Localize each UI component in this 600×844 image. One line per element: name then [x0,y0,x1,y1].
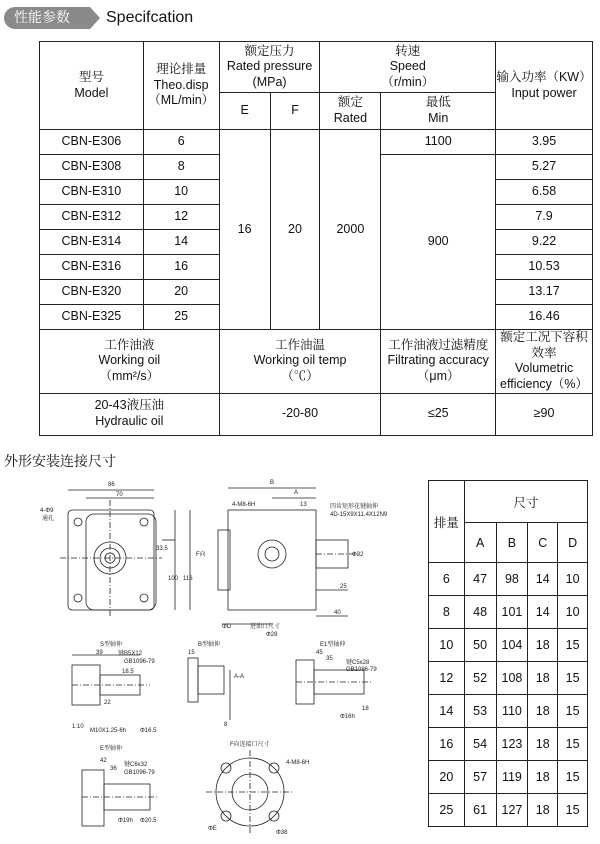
dim-cell: 15 [558,761,588,794]
label-f-thread: 4-M8-6H [286,760,310,766]
dim-h-disp: 排量 [429,481,465,563]
flange-body [86,514,156,610]
dim-cell: 18 [528,761,558,794]
dim-cell: 15 [558,728,588,761]
h-model: 型号 Model [40,42,144,130]
h-disp: 理论排量 Theo.disp （ML/min） [143,42,219,130]
drawing-svg [0,470,420,839]
label-f-phiE: ΦE [208,826,217,832]
label-A: A [294,490,299,496]
dim-cell: 15 [558,662,588,695]
disp-cell: 12 [143,205,219,230]
dim-cell: 48 [464,596,496,629]
label-e-std: GB1096-79 [124,770,155,776]
label-e-20: Φ20.5 [140,818,157,824]
label-s-std: GB1096-79 [124,659,155,665]
v-eff: ≥90 [496,393,593,435]
section-header [4,6,193,30]
dim-cell: 25 [429,794,465,827]
model-cell: CBN-E306 [40,130,144,155]
dim-cell: 50 [464,629,496,662]
model-cell: CBN-E320 [40,280,144,305]
h-rated: 额定 Rated [320,93,381,130]
dim-cell: 47 [464,563,496,596]
dim-col: D [558,523,588,563]
label-e-36: 36 [110,766,117,772]
disp-cell: 8 [143,155,219,180]
dim-cell: 98 [496,563,528,596]
disp-cell: 10 [143,180,219,205]
label-e-phi: Φ19h [118,818,133,824]
dim-cell: 8 [429,596,465,629]
h-power: 输入功率（KW） Input power [496,42,593,130]
dim-cell: 6 [429,563,465,596]
label-70: 70 [116,492,123,498]
power-cell: 16.46 [496,305,593,330]
label-b-8: 8 [224,722,228,728]
model-cell: CBN-E312 [40,205,144,230]
power-cell: 10.53 [496,255,593,280]
label-hole2: 通孔 [42,516,55,522]
label-port: 进油口尺寸 [250,624,281,630]
dim-cell: 12 [429,662,465,695]
dim-cell: 123 [496,728,528,761]
dim-cell: 15 [558,695,588,728]
label-fdir: F向 [196,552,206,558]
label-f-38: Φ38 [276,830,288,836]
label-s-ratio: 1:10 [72,724,84,730]
dim-cell: 10 [558,563,588,596]
power-cell: 6.58 [496,180,593,205]
label-f-title: F向连接口尺寸 [230,742,270,748]
f-filter: 工作油液过滤精度 Filtrating accuracy （μm） [381,330,496,394]
h-min: 最低 Min [381,93,496,130]
label-86: 86 [108,482,115,488]
power-cell: 9.22 [496,230,593,255]
f-temp: 工作油温 Working oil temp （℃） [219,330,381,394]
dim-col: C [528,523,558,563]
dim-cell: 16 [429,728,465,761]
power-cell: 7.9 [496,205,593,230]
dim-cell: 20 [429,761,465,794]
f-eff: 额定工况下容积 效率 Volumetric efficiency（%） [496,330,593,394]
dim-cell: 15 [558,629,588,662]
dim-cell: 53 [464,695,496,728]
model-cell: CBN-E325 [40,305,144,330]
label-100: 100 [168,576,179,582]
h-press: 额定压力 Rated pressure (MPa) [219,42,320,93]
dim-cell: 15 [558,794,588,827]
dim-cell: 10 [429,629,465,662]
spec-table [39,41,593,436]
dim-cell: 127 [496,794,528,827]
label-b-title: B型轴伸 [198,642,221,648]
h-press-e: E [219,93,270,130]
label-s-m10: M10X1.25-6h [90,728,127,734]
label-e1-35: 35 [326,656,333,662]
dim-col: B [496,523,528,563]
label-33: 33.5 [156,546,168,552]
label-spline2: 4D-15X9X11.4X12N9 [330,512,388,518]
label-phi32: Φ32 [352,552,364,558]
label-13: 13 [300,502,307,508]
dim-cell: 14 [528,563,558,596]
label-spline1: 四齿矩形花键轴伸 [330,504,379,510]
dim-cell: 61 [464,794,496,827]
label-e-42: 42 [100,758,107,764]
label-s-18: 18.5 [122,669,134,675]
label-s-title: S型轴伸 [100,642,123,648]
label-e-key: 键C6x32 [124,762,148,768]
dim-cell: 18 [528,695,558,728]
model-cell: CBN-E314 [40,230,144,255]
label-e1-title: E1型轴伸 [320,642,346,648]
dim-cell: 110 [496,695,528,728]
dim-cell: 108 [496,662,528,695]
disp-cell: 14 [143,230,219,255]
label-25: 25 [340,584,347,590]
label-e1-45: 45 [316,650,323,656]
model-cell: CBN-E316 [40,255,144,280]
label-b-15: 15 [188,650,195,656]
dim-h-size: 尺寸 [464,481,587,523]
dim-col: A [464,523,496,563]
dim-cell: 18 [528,629,558,662]
header-cn: 性能参数 [4,7,90,29]
speed-min-first: 1100 [381,130,496,155]
section-title: 外形安装连接尺寸 [4,454,116,470]
dim-cell: 52 [464,662,496,695]
dimension-table [428,480,588,827]
v-filter: ≤25 [381,393,496,435]
power-cell: 13.17 [496,280,593,305]
label-e-title: E型轴伸 [100,746,123,752]
label-hole: 4-Φ9 [40,508,54,514]
label-e1-18: 18 [362,706,369,712]
disp-cell: 25 [143,305,219,330]
dim-cell: 18 [528,728,558,761]
dim-cell: 18 [528,794,558,827]
model-cell: CBN-E308 [40,155,144,180]
dim-cell: 14 [528,596,558,629]
header-en: Specifcation [106,9,194,26]
label-s-16: Φ16.5 [140,728,157,734]
speed-rated-value: 2000 [320,130,381,330]
label-phi28: Φ28 [266,632,278,638]
label-e1-phi: Φ16h [340,714,355,720]
dim-cell: 10 [558,596,588,629]
f-oil: 工作油液 Working oil （mm²/s） [40,330,220,394]
speed-min-rest: 900 [381,155,496,330]
dim-cell: 14 [429,695,465,728]
power-cell: 5.27 [496,155,593,180]
h-press-f: F [270,93,320,130]
h-speed: 转速 Speed （r/min） [320,42,496,93]
label-40: 40 [334,610,341,616]
label-thread: 4-M8-6H [232,502,256,508]
disp-cell: 16 [143,255,219,280]
dim-cell: 18 [528,662,558,695]
label-e1-std: GB1096-79 [346,667,377,673]
disp-cell: 6 [143,130,219,155]
press-e-value: 16 [219,130,270,330]
side-body [228,510,316,610]
dim-cell: 101 [496,596,528,629]
press-f-value: 20 [270,130,320,330]
label-b-aa: A-A [234,674,245,680]
bolt-hole [74,518,82,526]
model-cell: CBN-E310 [40,180,144,205]
label-e1-key: 键C5x28 [346,660,370,666]
label-116: 116 [183,576,193,582]
dim-cell: 119 [496,761,528,794]
label-B: B [270,480,275,486]
v-oil: 20-43液压油 Hydraulic oil [40,393,220,435]
dim-cell: 54 [464,728,496,761]
label-s-key: 键B5X12 [118,651,143,657]
dim-cell: 104 [496,629,528,662]
v-temp: -20-80 [219,393,381,435]
dimension-drawing [0,470,420,839]
label-s-39: 39 [96,650,103,656]
dim-cell: 57 [464,761,496,794]
label-phiD: ΦD [222,624,232,630]
disp-cell: 20 [143,280,219,305]
label-s-22: 22 [104,700,111,706]
power-cell: 3.95 [496,130,593,155]
